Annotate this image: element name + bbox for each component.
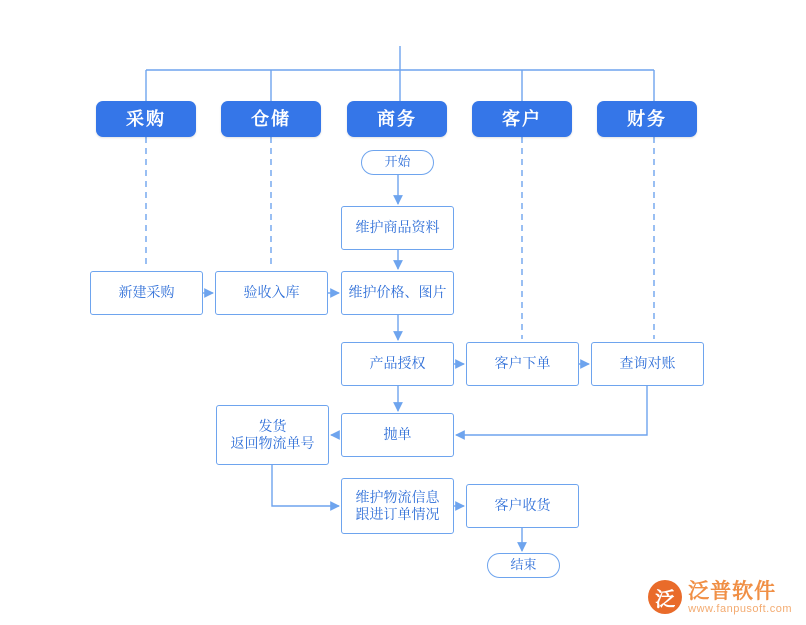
node-label: 客户下单 <box>494 355 551 372</box>
lane-header-0[interactable] <box>96 101 196 137</box>
node-maintain-product-data[interactable] <box>341 206 454 250</box>
node-maintain-price-images[interactable] <box>341 271 454 315</box>
node-label: 验收入库 <box>243 284 300 301</box>
node-query-reconciliation[interactable] <box>591 342 704 386</box>
node-label: 新建采购 <box>118 284 175 301</box>
lane-header-label: 客户 <box>502 108 542 129</box>
lane-header-label: 仓储 <box>251 108 291 129</box>
node-inspect-and-stock[interactable] <box>215 271 328 315</box>
node-label: 客户收货 <box>494 497 551 514</box>
lane-header-label: 商务 <box>377 108 417 129</box>
watermark <box>648 580 792 615</box>
node-label: 产品授权 <box>369 355 426 372</box>
node-customer-place-order[interactable] <box>466 342 579 386</box>
node-new-purchase[interactable] <box>90 271 203 315</box>
watermark-url: www.fanpusoft.com <box>688 602 792 615</box>
node-label: 查询对账 <box>619 355 676 372</box>
node-label: 维护商品资料 <box>355 219 440 236</box>
node-dispatch-order[interactable] <box>341 413 454 457</box>
node-label-line-1: 发货 <box>258 417 287 434</box>
watermark-text <box>688 580 792 615</box>
node-label-line-2: 跟进订单情况 <box>355 506 440 522</box>
lane-header-3[interactable] <box>472 101 572 137</box>
node-customer-receive-goods[interactable] <box>466 484 579 528</box>
lane-header-label: 采购 <box>126 108 166 129</box>
lane-header-2[interactable] <box>347 101 447 137</box>
lane-header-4[interactable] <box>597 101 697 137</box>
terminator-end[interactable] <box>487 553 560 578</box>
node-product-authorization[interactable] <box>341 342 454 386</box>
terminator-start[interactable] <box>361 150 434 175</box>
node-label: 维护价格、图片 <box>348 284 447 301</box>
watermark-logo-icon: 泛 <box>648 580 682 614</box>
lane-header-1[interactable] <box>221 101 321 137</box>
terminator-label: 结束 <box>510 557 537 573</box>
terminator-label: 开始 <box>384 154 411 170</box>
lane-header-label: 财务 <box>627 108 667 129</box>
node-label-line-2: 返回物流单号 <box>230 435 315 451</box>
node-label: 抛单 <box>383 426 412 443</box>
watermark-brand-name: 泛普软件 <box>688 579 777 603</box>
node-label-line-1: 维护物流信息 <box>355 488 440 505</box>
node-maintain-logistics-followup[interactable] <box>341 478 454 534</box>
node-ship-return-tracking[interactable] <box>216 405 329 465</box>
